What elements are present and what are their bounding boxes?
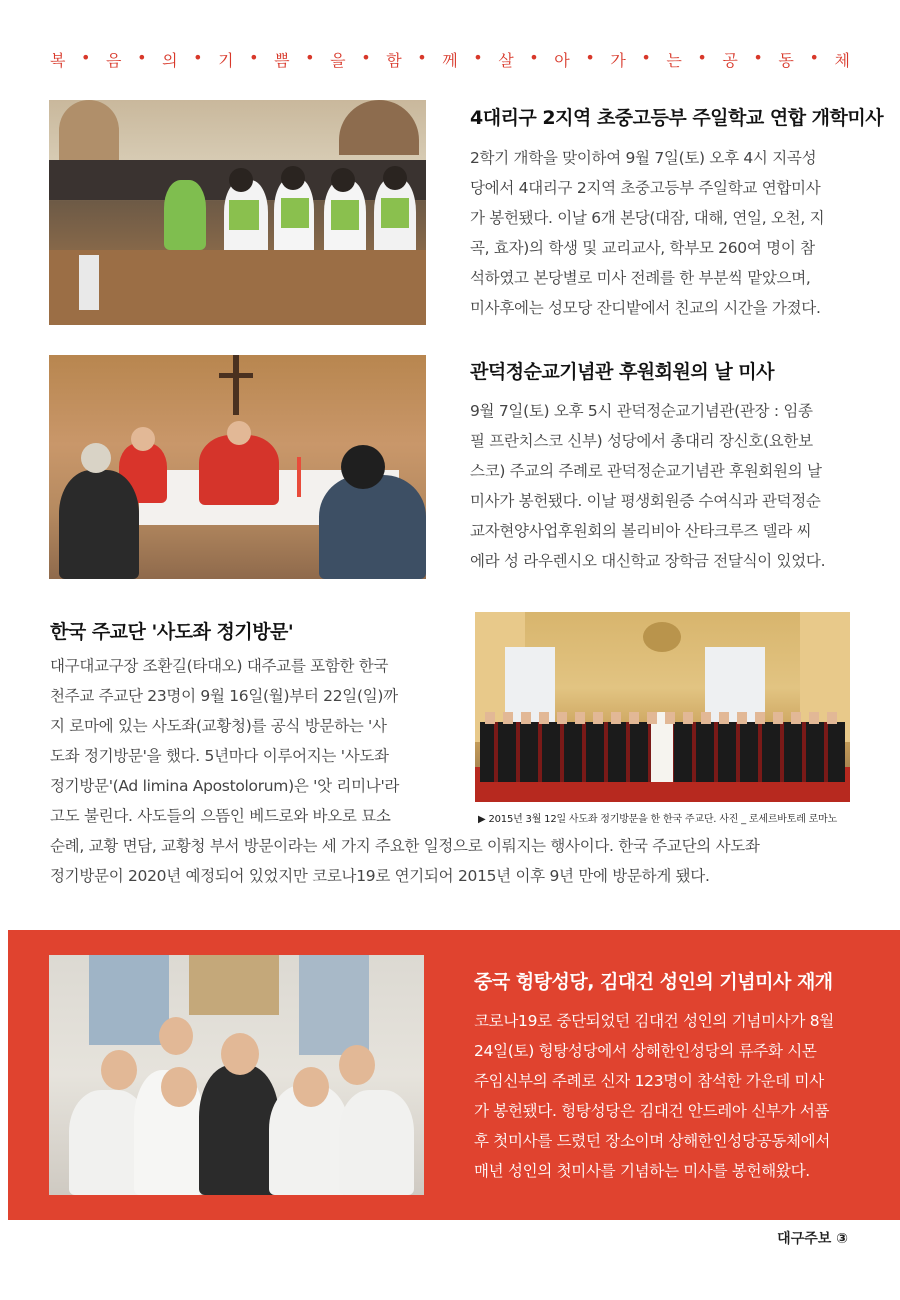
motto-dot: • bbox=[249, 48, 259, 67]
text-line: 9월 7일(토) 오후 5시 관덕정순교기념관(관장 : 임종 bbox=[470, 402, 813, 420]
text-line: 천주교 주교단 23명이 9월 16일(월)부터 22일(일)까 bbox=[50, 687, 398, 705]
text-line: 정기방문'(Ad limina Apostolorum)은 '앗 리미나'라 bbox=[50, 777, 400, 795]
motto-dot: • bbox=[697, 48, 707, 67]
motto-dot: • bbox=[809, 48, 819, 67]
article-body bbox=[470, 143, 850, 323]
article-body bbox=[470, 396, 850, 576]
motto-char: 쁨 bbox=[274, 51, 290, 70]
motto-dot: • bbox=[193, 48, 203, 67]
article-title: 4대리구 2지역 초중고등부 주일학교 연합 개학미사 bbox=[470, 107, 884, 129]
text-line: 주임신부의 주례로 신자 123명이 참석한 가운데 미사 bbox=[474, 1072, 824, 1090]
motto-dot: • bbox=[585, 48, 595, 67]
article-body bbox=[474, 1006, 854, 1186]
text-line: 후 첫미사를 드렸던 장소이며 상해한인성당공동체에서 bbox=[474, 1132, 830, 1150]
article-title: 한국 주교단 '사도좌 정기방문' bbox=[50, 621, 294, 643]
motto-char: 체 bbox=[834, 51, 850, 70]
text-line: 스코) 주교의 주례로 관덕정순교기념관 후원회원의 날 bbox=[470, 462, 822, 480]
motto-char: 는 bbox=[666, 51, 682, 70]
text-line: 2학기 개학을 맞이하여 9월 7일(토) 오후 4시 지곡성 bbox=[470, 149, 817, 167]
text-line: 24일(토) 헝탕성당에서 상해한인성당의 류주화 시몬 bbox=[474, 1042, 817, 1060]
motto-char: 동 bbox=[778, 51, 794, 70]
text-line: 미사후에는 성모당 잔디밭에서 친교의 시간을 가졌다. bbox=[470, 299, 821, 317]
photo-caption: ▶ 2015년 3월 12일 사도좌 정기방문을 한 한국 주교단. 사진 _ 로세르바토레 로마노 bbox=[478, 814, 838, 825]
motto-char: 함 bbox=[386, 51, 402, 70]
motto-char: 아 bbox=[554, 51, 570, 70]
photo-chapel-mass bbox=[49, 355, 426, 579]
motto-dot: • bbox=[641, 48, 651, 67]
motto-char: 가 bbox=[610, 51, 626, 70]
motto-dot: • bbox=[81, 48, 91, 67]
text-line: 석하였고 본당별로 미사 전례를 한 부분씩 맡았으며, bbox=[470, 269, 811, 287]
motto-dot: • bbox=[417, 48, 427, 67]
text-line: 가 봉헌됐다. 이날 6개 본당(대잠, 대해, 연일, 오천, 지 bbox=[470, 209, 825, 227]
text-line: 매년 성인의 첫미사를 기념하는 미사를 봉헌해왔다. bbox=[474, 1162, 810, 1180]
motto-dot: • bbox=[529, 48, 539, 67]
text-line: 대구대교구장 조환길(타대오) 대주교를 포함한 한국 bbox=[50, 657, 389, 675]
article-body bbox=[50, 651, 430, 831]
article-title: 관덕정순교기념관 후원회원의 날 미사 bbox=[470, 361, 775, 383]
motto-char: 복 bbox=[50, 51, 66, 70]
photo-ad-limina bbox=[475, 612, 850, 802]
motto-char: 의 bbox=[162, 51, 178, 70]
text-line: 필 프란치스코 신부) 성당에서 총대리 장신호(요한보 bbox=[470, 432, 813, 450]
motto-char: 기 bbox=[218, 51, 234, 70]
photo-school-mass bbox=[49, 100, 426, 325]
motto-dot: • bbox=[305, 48, 315, 67]
text-line: 순례, 교황 면담, 교황청 부서 방문이라는 세 가지 주요한 일정으로 이뤄지는 행사이다. 한국 주교단의 사도좌 bbox=[50, 837, 760, 855]
article-title: 중국 헝탕성당, 김대건 성인의 기념미사 재개 bbox=[474, 971, 833, 993]
text-line: 지 로마에 있는 사도좌(교황청)를 공식 방문하는 '사 bbox=[50, 717, 387, 735]
motto-dot: • bbox=[473, 48, 483, 67]
text-line: 코로나19로 중단되었던 김대건 성인의 기념미사가 8월 bbox=[474, 1012, 834, 1030]
motto-dot: • bbox=[753, 48, 763, 67]
motto-dot: • bbox=[137, 48, 147, 67]
text-line: 미사가 봉헌됐다. 이날 평생회원증 수여식과 관덕정순 bbox=[470, 492, 821, 510]
text-line: 가 봉헌됐다. 헝탕성당은 김대건 안드레아 신부가 서품 bbox=[474, 1102, 830, 1120]
page-footer: 대구주보 ③ bbox=[777, 1231, 848, 1247]
motto-char: 께 bbox=[442, 51, 458, 70]
motto-char: 을 bbox=[330, 51, 346, 70]
text-line: 당에서 4대리구 2지역 초중고등부 주일학교 연합미사 bbox=[470, 179, 821, 197]
header-motto bbox=[50, 48, 850, 71]
motto-char: 살 bbox=[498, 51, 514, 70]
motto-dot: • bbox=[361, 48, 371, 67]
motto-char: 음 bbox=[106, 51, 122, 70]
motto-char: 공 bbox=[722, 51, 738, 70]
text-line: 고도 불린다. 사도들의 으뜸인 베드로와 바오로 묘소 bbox=[50, 807, 391, 825]
photo-hengtang-mass bbox=[49, 955, 424, 1195]
text-line: 곡, 효자)의 학생 및 교리교사, 학부모 260여 명이 참 bbox=[470, 239, 815, 257]
text-line: 교자현양사업후원회의 볼리비아 산타크루즈 델라 씨 bbox=[470, 522, 812, 540]
text-line: 에라 성 라우렌시오 대신학교 장학금 전달식이 있었다. bbox=[470, 552, 826, 570]
article-body-full bbox=[50, 831, 850, 891]
text-line: 도좌 정기방문'을 했다. 5년마다 이루어지는 '사도좌 bbox=[50, 747, 389, 765]
text-line: 정기방문이 2020년 예정되어 있었지만 코로나19로 연기되어 2015년 이후 9년 만에 방문하게 됐다. bbox=[50, 867, 710, 885]
